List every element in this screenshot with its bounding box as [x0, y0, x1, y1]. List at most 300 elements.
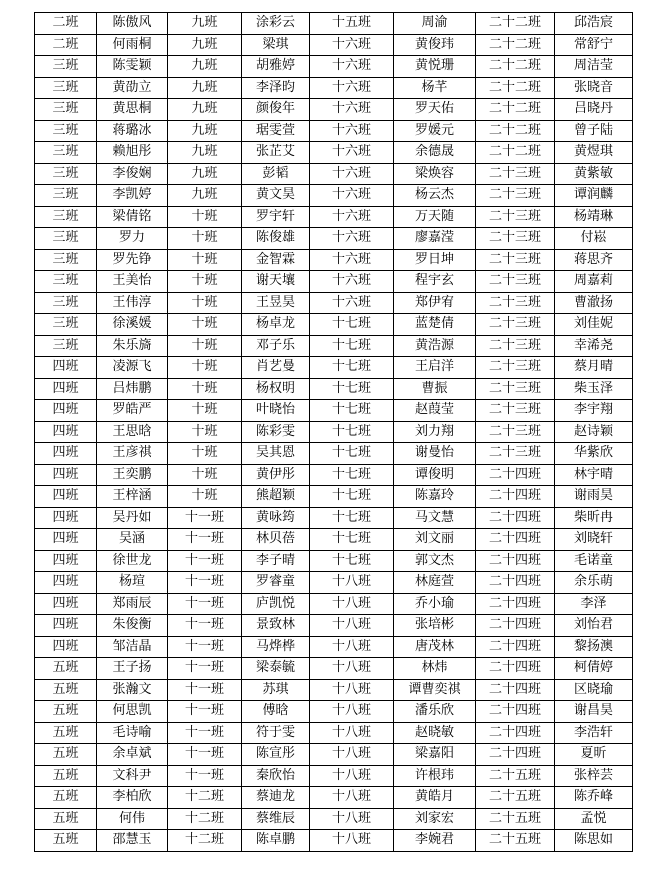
class-cell: 九班	[168, 99, 242, 121]
table-row	[35, 593, 633, 615]
name-cell: 罗日坤	[394, 249, 476, 271]
table-row	[35, 787, 633, 809]
class-cell: 十八班	[310, 615, 394, 637]
class-cell: 二十四班	[476, 615, 555, 637]
class-cell: 二十四班	[476, 636, 555, 658]
table-row	[35, 314, 633, 336]
class-cell: 九班	[168, 34, 242, 56]
class-cell: 十八班	[310, 744, 394, 766]
class-cell: 二十四班	[476, 722, 555, 744]
name-cell: 常舒宁	[555, 34, 633, 56]
class-cell: 十八班	[310, 658, 394, 680]
name-cell: 黄浩源	[394, 335, 476, 357]
class-cell: 十一班	[168, 507, 242, 529]
class-cell: 二十四班	[476, 464, 555, 486]
name-cell: 黄伊彤	[242, 464, 310, 486]
class-cell: 五班	[35, 658, 97, 680]
class-cell: 三班	[35, 163, 97, 185]
name-cell: 张培彬	[394, 615, 476, 637]
name-cell: 万天随	[394, 206, 476, 228]
class-cell: 十八班	[310, 679, 394, 701]
class-cell: 十六班	[310, 292, 394, 314]
name-cell: 周嘉莉	[555, 271, 633, 293]
class-cell: 二十二班	[476, 99, 555, 121]
class-cell: 四班	[35, 572, 97, 594]
name-cell: 陈嘉玲	[394, 486, 476, 508]
name-cell: 李婉君	[394, 830, 476, 852]
class-cell: 四班	[35, 550, 97, 572]
class-cell: 三班	[35, 335, 97, 357]
class-cell: 十班	[168, 271, 242, 293]
class-cell: 十班	[168, 292, 242, 314]
class-cell: 十七班	[310, 443, 394, 465]
name-cell: 梁焕容	[394, 163, 476, 185]
class-cell: 二十三班	[476, 357, 555, 379]
name-cell: 罗先铮	[97, 249, 168, 271]
class-cell: 十班	[168, 400, 242, 422]
name-cell: 谭俊明	[394, 464, 476, 486]
name-cell: 陈雯颖	[97, 56, 168, 78]
class-cell: 十五班	[310, 13, 394, 35]
name-cell: 李泽昀	[242, 77, 310, 99]
name-cell: 朱俊衡	[97, 615, 168, 637]
class-cell: 十七班	[310, 378, 394, 400]
name-cell: 吕炜鹏	[97, 378, 168, 400]
class-cell: 五班	[35, 679, 97, 701]
table-row	[35, 443, 633, 465]
name-cell: 陈宣彤	[242, 744, 310, 766]
name-cell: 杨权明	[242, 378, 310, 400]
name-cell: 何雨桐	[97, 34, 168, 56]
name-cell: 王昱昊	[242, 292, 310, 314]
name-cell: 郑伊宥	[394, 292, 476, 314]
table-row	[35, 615, 633, 637]
table-row	[35, 830, 633, 852]
name-cell: 柴昕冉	[555, 507, 633, 529]
class-cell: 九班	[168, 56, 242, 78]
class-cell: 十一班	[168, 658, 242, 680]
table-row	[35, 550, 633, 572]
class-cell: 四班	[35, 615, 97, 637]
class-cell: 五班	[35, 808, 97, 830]
name-cell: 吴丹如	[97, 507, 168, 529]
class-cell: 五班	[35, 765, 97, 787]
class-cell: 十七班	[310, 421, 394, 443]
name-cell: 张瀚文	[97, 679, 168, 701]
table-row	[35, 658, 633, 680]
name-cell: 林贝蓓	[242, 529, 310, 551]
name-cell: 文科尹	[97, 765, 168, 787]
class-cell: 三班	[35, 206, 97, 228]
name-cell: 陈思如	[555, 830, 633, 852]
class-cell: 二十四班	[476, 593, 555, 615]
name-cell: 唐茂林	[394, 636, 476, 658]
class-cell: 十七班	[310, 529, 394, 551]
class-cell: 二十三班	[476, 206, 555, 228]
class-cell: 十七班	[310, 335, 394, 357]
name-cell: 罗天佑	[394, 99, 476, 121]
name-cell: 赖旭彤	[97, 142, 168, 164]
table-row	[35, 249, 633, 271]
class-cell: 二十四班	[476, 658, 555, 680]
name-cell: 蔡月晴	[555, 357, 633, 379]
name-cell: 蒋璐冰	[97, 120, 168, 142]
class-cell: 十一班	[168, 615, 242, 637]
class-cell: 二十三班	[476, 249, 555, 271]
name-cell: 周渝	[394, 13, 476, 35]
name-cell: 徐溪媛	[97, 314, 168, 336]
table-row	[35, 486, 633, 508]
name-cell: 琚雯萱	[242, 120, 310, 142]
class-cell: 五班	[35, 744, 97, 766]
name-cell: 李柏欣	[97, 787, 168, 809]
class-cell: 十一班	[168, 550, 242, 572]
class-cell: 五班	[35, 701, 97, 723]
class-cell: 九班	[168, 142, 242, 164]
name-cell: 曾子陆	[555, 120, 633, 142]
class-cell: 十七班	[310, 314, 394, 336]
table-row	[35, 507, 633, 529]
table-row	[35, 701, 633, 723]
name-cell: 王梓涵	[97, 486, 168, 508]
class-cell: 九班	[168, 120, 242, 142]
class-cell: 三班	[35, 271, 97, 293]
class-cell: 四班	[35, 529, 97, 551]
class-cell: 二十三班	[476, 314, 555, 336]
name-cell: 柴玉泽	[555, 378, 633, 400]
class-cell: 十班	[168, 335, 242, 357]
class-cell: 二十三班	[476, 292, 555, 314]
class-cell: 二十二班	[476, 120, 555, 142]
class-cell: 二十四班	[476, 679, 555, 701]
class-cell: 十班	[168, 443, 242, 465]
table-row	[35, 271, 633, 293]
name-cell: 梁泰毓	[242, 658, 310, 680]
name-cell: 刘佳妮	[555, 314, 633, 336]
class-cell: 四班	[35, 507, 97, 529]
name-cell: 罗力	[97, 228, 168, 250]
class-cell: 二十三班	[476, 163, 555, 185]
class-cell: 十八班	[310, 701, 394, 723]
class-cell: 二十二班	[476, 34, 555, 56]
name-cell: 郑雨辰	[97, 593, 168, 615]
class-cell: 十八班	[310, 787, 394, 809]
class-cell: 十八班	[310, 830, 394, 852]
class-cell: 十六班	[310, 271, 394, 293]
name-cell: 杨云杰	[394, 185, 476, 207]
class-cell: 十六班	[310, 206, 394, 228]
class-cell: 二十五班	[476, 787, 555, 809]
name-cell: 胡雅婷	[242, 56, 310, 78]
class-cell: 四班	[35, 378, 97, 400]
class-cell: 十一班	[168, 701, 242, 723]
name-cell: 林炜	[394, 658, 476, 680]
table-row	[35, 378, 633, 400]
name-cell: 李子晴	[242, 550, 310, 572]
class-cell: 二班	[35, 13, 97, 35]
class-cell: 九班	[168, 185, 242, 207]
class-cell: 十七班	[310, 550, 394, 572]
name-cell: 马文慧	[394, 507, 476, 529]
name-cell: 马烨桦	[242, 636, 310, 658]
class-cell: 十班	[168, 486, 242, 508]
name-cell: 张晓音	[555, 77, 633, 99]
class-cell: 十六班	[310, 142, 394, 164]
class-cell: 四班	[35, 593, 97, 615]
class-cell: 二十四班	[476, 529, 555, 551]
name-cell: 付崧	[555, 228, 633, 250]
class-cell: 三班	[35, 120, 97, 142]
name-cell: 毛诺童	[555, 550, 633, 572]
class-cell: 十六班	[310, 34, 394, 56]
name-cell: 邵慧玉	[97, 830, 168, 852]
class-cell: 十八班	[310, 636, 394, 658]
name-cell: 华紫欣	[555, 443, 633, 465]
name-cell: 梁琪	[242, 34, 310, 56]
name-cell: 蓝楚倩	[394, 314, 476, 336]
class-cell: 二十三班	[476, 443, 555, 465]
name-cell: 黄紫敏	[555, 163, 633, 185]
name-cell: 黄悦珊	[394, 56, 476, 78]
class-cell: 四班	[35, 421, 97, 443]
table-row	[35, 77, 633, 99]
table-row	[35, 34, 633, 56]
table-row	[35, 142, 633, 164]
class-cell: 四班	[35, 636, 97, 658]
table-row	[35, 722, 633, 744]
name-cell: 徐世龙	[97, 550, 168, 572]
name-cell: 梁嘉阳	[394, 744, 476, 766]
name-cell: 王彦祺	[97, 443, 168, 465]
table-row	[35, 808, 633, 830]
class-cell: 十一班	[168, 679, 242, 701]
table-row	[35, 335, 633, 357]
name-cell: 熊超颖	[242, 486, 310, 508]
table-row	[35, 572, 633, 594]
table-row	[35, 679, 633, 701]
table-row	[35, 185, 633, 207]
name-cell: 罗媛元	[394, 120, 476, 142]
name-cell: 张芷艾	[242, 142, 310, 164]
name-cell: 何伟	[97, 808, 168, 830]
class-cell: 二十四班	[476, 701, 555, 723]
class-cell: 九班	[168, 13, 242, 35]
name-cell: 陈彩雯	[242, 421, 310, 443]
name-cell: 陈俊雄	[242, 228, 310, 250]
table-row	[35, 13, 633, 35]
name-cell: 毛诗喻	[97, 722, 168, 744]
name-cell: 金智霖	[242, 249, 310, 271]
class-cell: 二十四班	[476, 486, 555, 508]
name-cell: 杨芊	[394, 77, 476, 99]
class-cell: 二十三班	[476, 271, 555, 293]
name-cell: 曹澈扬	[555, 292, 633, 314]
name-cell: 谢天壤	[242, 271, 310, 293]
name-cell: 梁倩铭	[97, 206, 168, 228]
name-cell: 王子扬	[97, 658, 168, 680]
class-cell: 十一班	[168, 593, 242, 615]
class-cell: 三班	[35, 99, 97, 121]
class-cell: 三班	[35, 142, 97, 164]
name-cell: 柯倩婷	[555, 658, 633, 680]
name-cell: 庐凯悦	[242, 593, 310, 615]
name-cell: 苏琪	[242, 679, 310, 701]
name-cell: 王美怡	[97, 271, 168, 293]
roster-body	[35, 13, 633, 852]
name-cell: 吴涵	[97, 529, 168, 551]
name-cell: 谭曹奕祺	[394, 679, 476, 701]
name-cell: 陈傲风	[97, 13, 168, 35]
class-cell: 二十四班	[476, 744, 555, 766]
class-cell: 十一班	[168, 572, 242, 594]
class-cell: 九班	[168, 77, 242, 99]
class-cell: 二十三班	[476, 400, 555, 422]
name-cell: 彭韬	[242, 163, 310, 185]
name-cell: 肖艺曼	[242, 357, 310, 379]
name-cell: 廖嘉滢	[394, 228, 476, 250]
name-cell: 黄咏筠	[242, 507, 310, 529]
class-cell: 五班	[35, 722, 97, 744]
name-cell: 林宇晴	[555, 464, 633, 486]
name-cell: 景致林	[242, 615, 310, 637]
name-cell: 黄皓月	[394, 787, 476, 809]
name-cell: 杨瑄	[97, 572, 168, 594]
name-cell: 赵葭莹	[394, 400, 476, 422]
name-cell: 傅晗	[242, 701, 310, 723]
class-roster-table	[34, 12, 633, 852]
name-cell: 黎扬澳	[555, 636, 633, 658]
name-cell: 颜俊年	[242, 99, 310, 121]
class-cell: 十七班	[310, 486, 394, 508]
class-cell: 二十二班	[476, 56, 555, 78]
table-row	[35, 206, 633, 228]
name-cell: 区晓瑜	[555, 679, 633, 701]
name-cell: 朱乐旖	[97, 335, 168, 357]
class-cell: 十二班	[168, 787, 242, 809]
table-row	[35, 765, 633, 787]
class-cell: 十六班	[310, 56, 394, 78]
class-cell: 三班	[35, 185, 97, 207]
name-cell: 杨靖琳	[555, 206, 633, 228]
table-row	[35, 744, 633, 766]
name-cell: 李俊娴	[97, 163, 168, 185]
class-cell: 二十三班	[476, 185, 555, 207]
class-cell: 十八班	[310, 593, 394, 615]
class-cell: 二十三班	[476, 228, 555, 250]
name-cell: 李宇翔	[555, 400, 633, 422]
class-cell: 十六班	[310, 163, 394, 185]
class-cell: 十六班	[310, 99, 394, 121]
name-cell: 涂彩云	[242, 13, 310, 35]
class-cell: 十二班	[168, 808, 242, 830]
class-cell: 九班	[168, 163, 242, 185]
name-cell: 刘力翔	[394, 421, 476, 443]
name-cell: 何思凯	[97, 701, 168, 723]
class-cell: 二十五班	[476, 808, 555, 830]
class-cell: 十一班	[168, 529, 242, 551]
name-cell: 邓子乐	[242, 335, 310, 357]
name-cell: 李泽	[555, 593, 633, 615]
name-cell: 黄思桐	[97, 99, 168, 121]
class-cell: 二十三班	[476, 421, 555, 443]
name-cell: 潘乐欣	[394, 701, 476, 723]
name-cell: 黄俊玮	[394, 34, 476, 56]
name-cell: 谭润麟	[555, 185, 633, 207]
table-row	[35, 120, 633, 142]
name-cell: 杨卓龙	[242, 314, 310, 336]
class-cell: 十一班	[168, 636, 242, 658]
class-cell: 二十四班	[476, 507, 555, 529]
name-cell: 叶晓怡	[242, 400, 310, 422]
table-row	[35, 529, 633, 551]
name-cell: 蔡迪龙	[242, 787, 310, 809]
class-cell: 二十二班	[476, 77, 555, 99]
name-cell: 王奕鹏	[97, 464, 168, 486]
table-row	[35, 421, 633, 443]
name-cell: 吕晓丹	[555, 99, 633, 121]
name-cell: 王启洋	[394, 357, 476, 379]
name-cell: 谢曼怡	[394, 443, 476, 465]
class-cell: 五班	[35, 830, 97, 852]
table-row	[35, 464, 633, 486]
name-cell: 周洁莹	[555, 56, 633, 78]
table-row	[35, 292, 633, 314]
class-cell: 三班	[35, 56, 97, 78]
class-cell: 十一班	[168, 744, 242, 766]
name-cell: 凌源飞	[97, 357, 168, 379]
name-cell: 刘晓轩	[555, 529, 633, 551]
class-cell: 二十二班	[476, 13, 555, 35]
class-cell: 二班	[35, 34, 97, 56]
class-cell: 二十二班	[476, 142, 555, 164]
class-cell: 二十五班	[476, 830, 555, 852]
name-cell: 罗皓严	[97, 400, 168, 422]
name-cell: 黄劭立	[97, 77, 168, 99]
table-row	[35, 636, 633, 658]
class-cell: 三班	[35, 249, 97, 271]
name-cell: 幸浠尧	[555, 335, 633, 357]
name-cell: 孟悦	[555, 808, 633, 830]
class-cell: 十班	[168, 249, 242, 271]
table-row	[35, 357, 633, 379]
name-cell: 林庭萱	[394, 572, 476, 594]
class-cell: 十八班	[310, 722, 394, 744]
name-cell: 黄文昊	[242, 185, 310, 207]
table-row	[35, 56, 633, 78]
class-cell: 十七班	[310, 400, 394, 422]
class-cell: 十班	[168, 421, 242, 443]
class-cell: 三班	[35, 228, 97, 250]
table-row	[35, 228, 633, 250]
name-cell: 曹振	[394, 378, 476, 400]
table-row	[35, 163, 633, 185]
class-cell: 三班	[35, 314, 97, 336]
name-cell: 赵诗颖	[555, 421, 633, 443]
name-cell: 刘文丽	[394, 529, 476, 551]
name-cell: 吴其恩	[242, 443, 310, 465]
class-cell: 十班	[168, 314, 242, 336]
name-cell: 郭文杰	[394, 550, 476, 572]
name-cell: 王伟淳	[97, 292, 168, 314]
name-cell: 黄煜琪	[555, 142, 633, 164]
name-cell: 陈卓鹏	[242, 830, 310, 852]
class-cell: 十六班	[310, 228, 394, 250]
name-cell: 邱浩宸	[555, 13, 633, 35]
class-cell: 十班	[168, 464, 242, 486]
class-cell: 十八班	[310, 765, 394, 787]
name-cell: 程宇玄	[394, 271, 476, 293]
class-cell: 十六班	[310, 249, 394, 271]
